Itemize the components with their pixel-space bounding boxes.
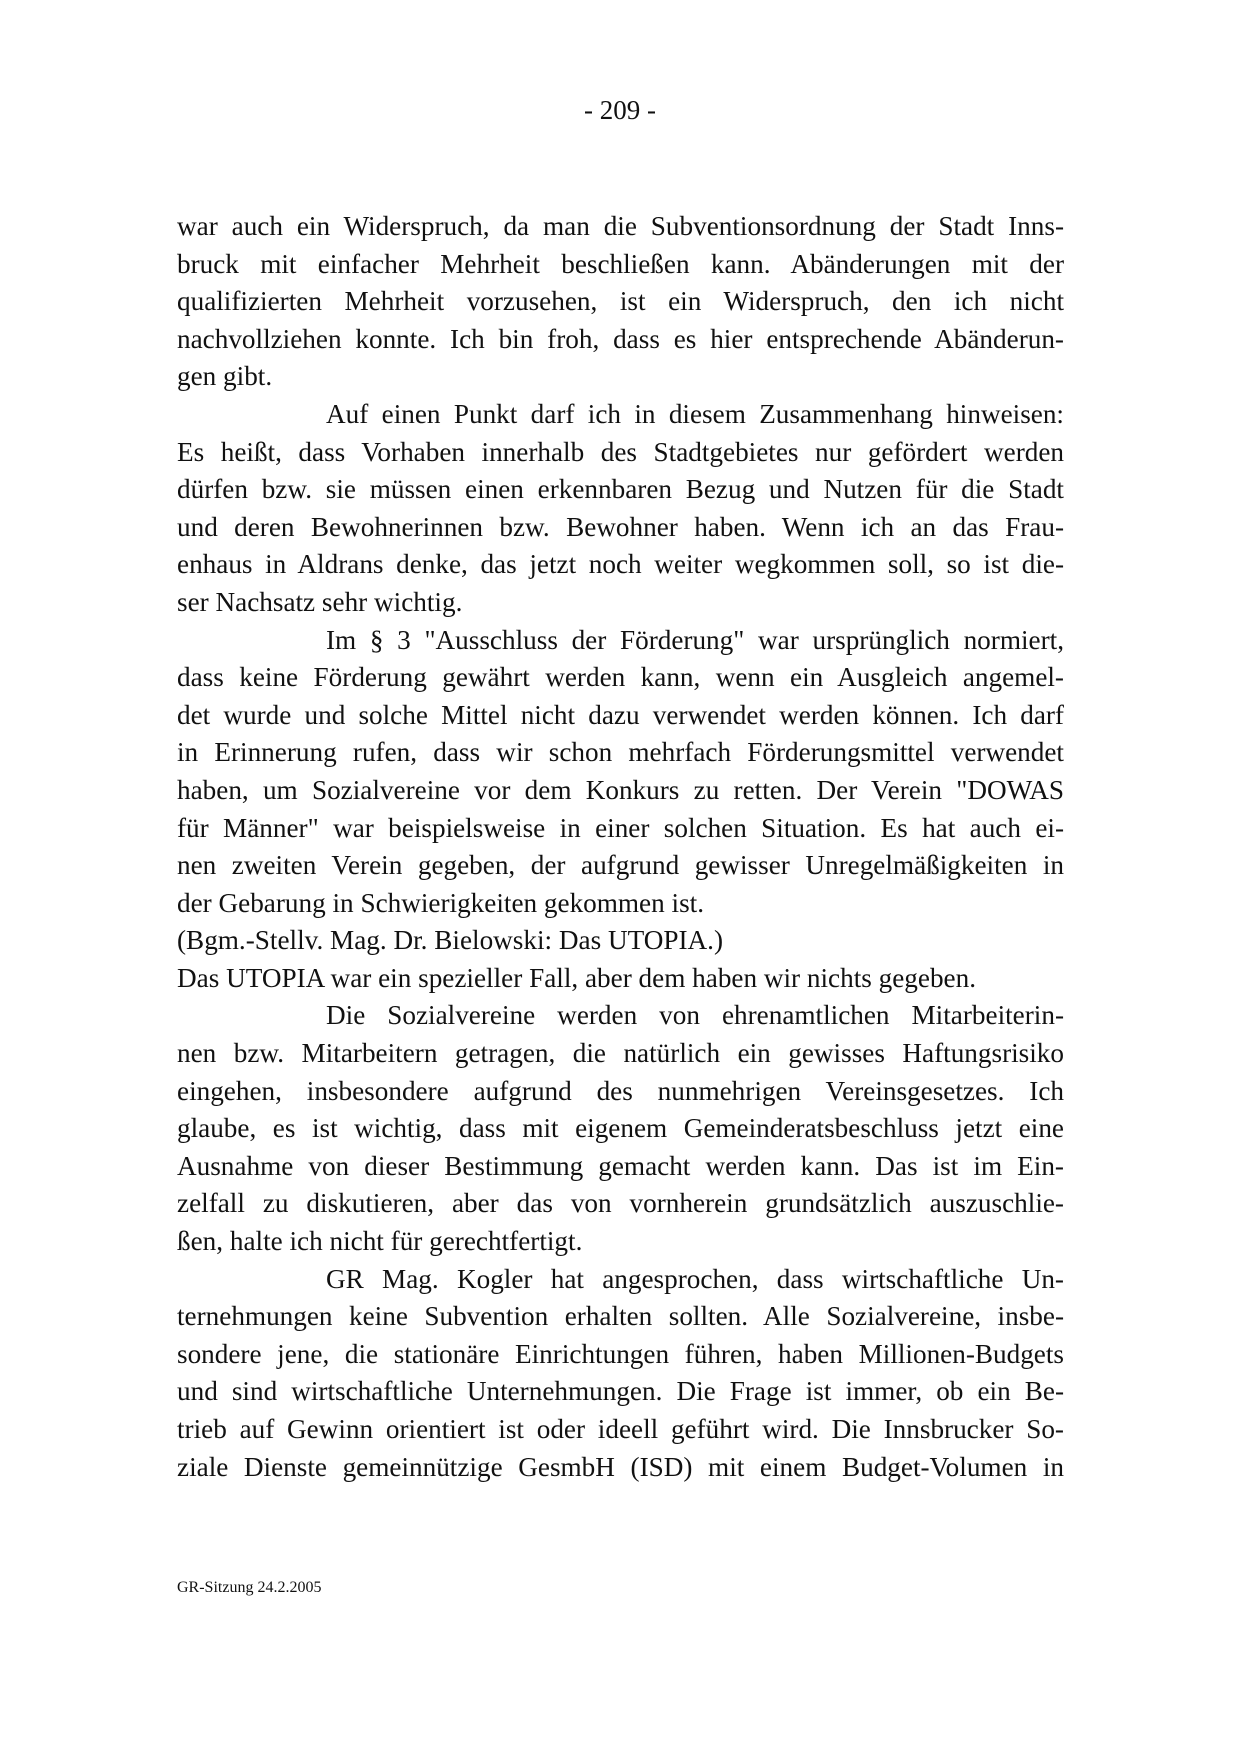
text-line: und deren Bewohnerinnen bzw. Bewohner haben. Wenn ich an das Frau- bbox=[177, 511, 1064, 542]
text-line: GR Mag. Kogler hat angesprochen, dass wirtschaftliche Un- bbox=[326, 1263, 1064, 1294]
text-line: qualifizierten Mehrheit vorzusehen, ist ein Widerspruch, den ich nicht bbox=[177, 286, 1064, 317]
text-line: trieb auf Gewinn orientiert ist oder ideell geführt wird. Die Innsbrucker So- bbox=[177, 1414, 1064, 1444]
text-line: Im § 3 "Ausschluss der Förderung" war ursprünglich normiert, bbox=[326, 624, 1064, 655]
text-line: für Männer" war beispielsweise in einer solchen Situation. Es hat auch ei- bbox=[177, 812, 1064, 843]
text-line: ser Nachsatz sehr wichtig. bbox=[177, 586, 463, 617]
body-text bbox=[177, 208, 1064, 1486]
text-line: glaube, es ist wichtig, dass mit eigenem Gemeinderatsbeschluss jetzt eine bbox=[177, 1113, 1064, 1144]
footer-session-date: GR-Sitzung 24.2.2005 bbox=[177, 1579, 322, 1596]
text-line: Das UTOPIA war ein spezieller Fall, aber dem haben wir nichts gegeben. bbox=[177, 962, 977, 993]
text-line: sondere jene, die stationäre Einrichtungen führen, haben Millionen-Budgets bbox=[177, 1338, 1064, 1369]
text-line: Die Sozialvereine werden von ehrenamtlichen Mitarbeiterin- bbox=[326, 1000, 1064, 1031]
text-line: ziale Dienste gemeinnützige GesmbH (ISD) mit einem Budget-Volumen in bbox=[177, 1451, 1064, 1482]
text-line: dass keine Förderung gewährt werden kann, wenn ein Ausgleich angemel- bbox=[177, 662, 1064, 693]
text-line: Ausnahme von dieser Bestimmung gemacht werden kann. Das ist im Ein- bbox=[177, 1150, 1064, 1181]
text-line: Auf einen Punkt darf ich in diesem Zusammenhang hinweisen: bbox=[326, 398, 1064, 429]
text-line: ßen, halte ich nicht für gerechtfertigt. bbox=[177, 1226, 583, 1257]
text-line: haben, um Sozialvereine vor dem Konkurs zu retten. Der Verein "DOWAS bbox=[177, 774, 1064, 805]
text-line: nachvollziehen konnte. Ich bin froh, dass es hier entsprechende Abänderun- bbox=[177, 323, 1064, 354]
text-line: bruck mit einfacher Mehrheit beschließen kann. Abänderungen mit der bbox=[177, 248, 1064, 279]
text-line: nen bzw. Mitarbeitern getragen, die natürlich ein gewisses Haftungsrisiko bbox=[177, 1038, 1064, 1069]
text-line: in Erinnerung rufen, dass wir schon mehrfach Förderungsmittel verwendet bbox=[177, 737, 1064, 768]
text-line: Es heißt, dass Vorhaben innerhalb des Stadtgebietes nur gefördert werden bbox=[177, 436, 1064, 467]
text-line: enhaus in Aldrans denke, das jetzt noch weiter wegkommen soll, so ist die- bbox=[177, 549, 1064, 580]
text-line: war auch ein Widerspruch, da man die Subventionsordnung der Stadt Inns- bbox=[177, 211, 1064, 241]
text-line: gen gibt. bbox=[177, 361, 273, 392]
text-line: und sind wirtschaftliche Unternehmungen. Die Frage ist immer, ob ein Be- bbox=[177, 1376, 1064, 1407]
text-line: eingehen, insbesondere aufgrund des nunmehrigen Vereinsgesetzes. Ich bbox=[177, 1075, 1064, 1106]
page-number: - 209 - bbox=[584, 95, 656, 125]
text-line: zelfall zu diskutieren, aber das von vornherein grundsätzlich auszuschlie- bbox=[177, 1188, 1064, 1219]
text-line: nen zweiten Verein gegeben, der aufgrund gewisser Unregelmäßigkeiten in bbox=[177, 850, 1064, 881]
text-line: ternehmungen keine Subvention erhalten sollten. Alle Sozialvereine, insbe- bbox=[177, 1301, 1064, 1332]
text-line: der Gebarung in Schwierigkeiten gekommen ist. bbox=[177, 887, 704, 918]
text-line: det wurde und solche Mittel nicht dazu verwendet werden können. Ich darf bbox=[177, 699, 1064, 730]
text-line: dürfen bzw. sie müssen einen erkennbaren Bezug und Nutzen für die Stadt bbox=[177, 474, 1064, 505]
text-line: (Bgm.-Stellv. Mag. Dr. Bielowski: Das UTOPIA.) bbox=[177, 925, 723, 956]
